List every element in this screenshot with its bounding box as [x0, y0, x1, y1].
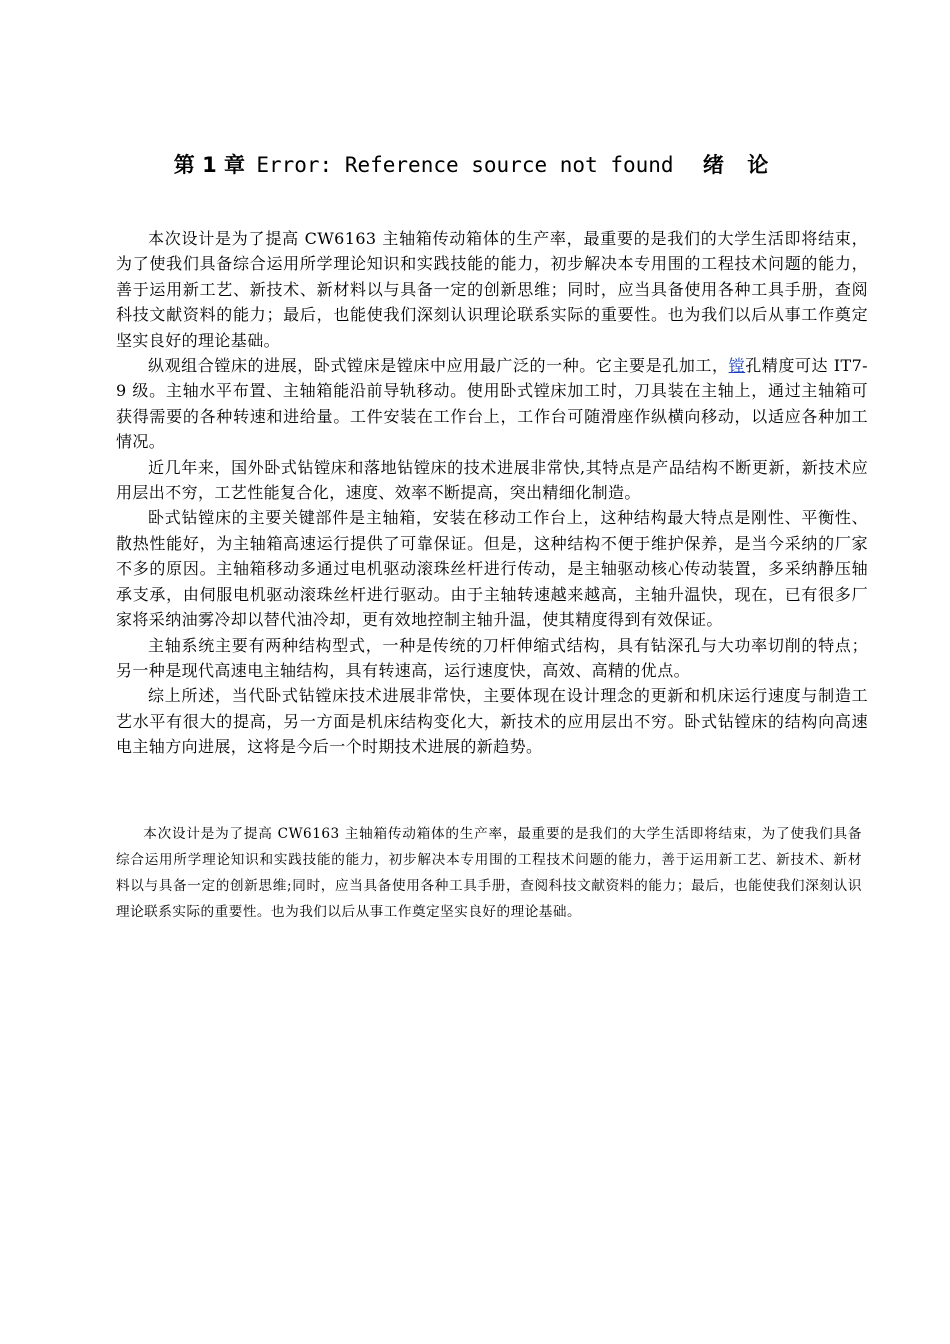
paragraph-recent-development: 近几年来，国外卧式钻镗床和落地钻镗床的技术进展非常快,其特点是产品结构不断更新，新技术应用层出不穷，工艺性能复合化，速度、效率不断提高，突出精细化制造。 [116, 457, 868, 503]
paragraph-design-purpose: 本次设计是为了提高 CW6163 主轴箱传动箱体的生产率，最重要的是我们的大学生活即将结束，为了使我们具备综合运用所学理论知识和实践技能的能力，初步解决本专用围的工程技术问题的能力，善于运用新工艺、新技术、新材料以与具备一定的创新思维；同时，应当具备使用各种工具手册，查阅科技文献资料的能力；最后，也能使我们深刻认识理论联系实际的重要性。也为我们以后从事工作奠定坚实良好的理论基础。 [116, 229, 868, 350]
paragraph-boring-machine-lead: 纵观组合镗床的进展，卧式镗床是镗床中应用最广泛的一种。它主要是孔加工， [148, 356, 729, 376]
chapter-number: 第 1 章 [173, 153, 246, 177]
paragraph-boring-machine-rest: 孔精度可达 IT7-9 级。主轴水平布置、主轴箱能沿前导轨移动。使用卧式镗床加工时，刀具装在主轴上，通过主轴箱可获得需要的各种转速和进给量。工件安装在工作台上，工作台可随滑座作纵横向移动，以适应各种加工情况。 [116, 356, 868, 452]
repeated-small-text [116, 821, 862, 925]
body-text [116, 226, 868, 760]
paragraph-design-purpose-repeat: 本次设计是为了提高 CW6163 主轴箱传动箱体的生产率，最重要的是我们的大学生活即将结束，为了使我们具备综合运用所学理论知识和实践技能的能力，初步解决本专用围的工程技术问题的能力，善于运用新工艺、新技术、新材料以与具备一定的创新思维;同时，应当具备使用各种工具手册，查阅科技文献资料的能力；最后，也能使我们深刻认识理论联系实际的重要性。也为我们以后从事工作奠定坚实良好的理论基础。 [116, 826, 862, 920]
paragraph-spindle-system: 主轴系统主要有两种结构型式，一种是传统的刀杆伸缩式结构，具有钻深孔与大功率切削的特点；另一种是现代高速电主轴结构，具有转速高，运行速度快，高效、高精的优点。 [116, 635, 868, 680]
chapter-name: 绪 论 [702, 153, 777, 177]
paragraph-spindle-box: 卧式钻镗床的主要关键部件是主轴箱，安装在移动工作台上，这种结构最大特点是刚性、平衡性、散热性能好，为主轴箱高速运行提供了可靠保证。但是，这种结构不便于维护保养，是当今采纳的厂家不多的原因。主轴箱移动多通过电机驱动滚珠丝杆进行传动，是主轴驱动核心传动装置，多采纳静压轴承支承，由伺服电机驱动滚珠丝杆进行驱动。由于主轴转速越来越高，主轴升温快，现在，已有很多厂家将采纳油雾冷却以替代油冷却，更有效地控制主轴升温，使其精度得到有效保证。 [116, 508, 868, 630]
boring-link[interactable]: 镗 [728, 356, 746, 376]
chapter-title [0, 150, 950, 180]
paragraph-boring-machine-overview [116, 353, 868, 455]
paragraph-summary: 综上所述，当代卧式钻镗床技术进展非常快，主要体现在设计理念的更新和机床运行速度与制造工艺水平有很大的提高，另一方面是机床结构变化大，新技术的应用层出不穷。卧式钻镗床的结构向高速电主轴方向进展，这将是今后一个时期技术进展的新趋势。 [116, 686, 868, 757]
reference-error-text: Error: Reference source not found [256, 153, 674, 177]
